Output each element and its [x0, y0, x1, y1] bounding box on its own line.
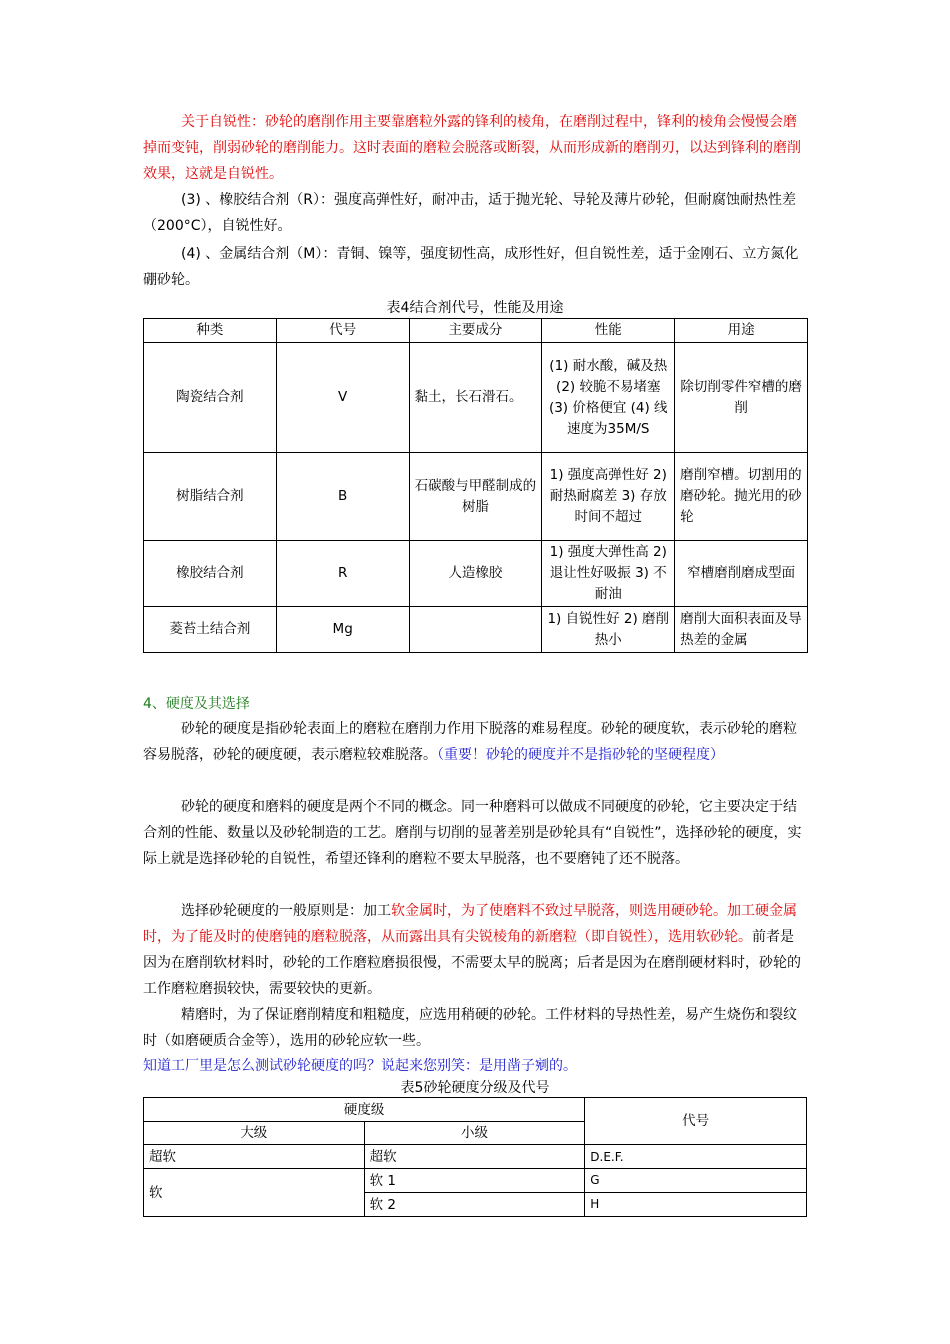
section4-title: 4、硬度及其选择 [143, 696, 250, 712]
table4-cell: 陶瓷结合剂 [144, 343, 277, 453]
table4-header-type: 种类 [144, 319, 277, 343]
para-hardness-definition [143, 716, 807, 768]
table5-cell: 软 [144, 1169, 365, 1217]
table5-header-minor: 小级 [364, 1122, 585, 1145]
table5-cell: 软 1 [364, 1169, 585, 1193]
principle-explanation: 前者是因为在磨削软材料时，砂轮的工作磨粒磨损很慢，不需要太早的脱离；后者是因为在磨削硬材料时，砂轮的工作磨粒磨损较快，需要较快的更新。 [143, 929, 801, 997]
table4-cell: V [276, 343, 409, 453]
table4-cell: 1) 强度高弹性好 2) 耐热耐腐差 3) 存放时间不超过 [542, 453, 675, 541]
principle-intro: 选择砂轮硬度的一般原则是：加工 [181, 903, 391, 919]
table4-cell [409, 607, 542, 653]
table5-cell: H [585, 1193, 807, 1217]
para-rubber-bond: (3) 、橡胶结合剂（R）：强度高弹性好，耐冲击，适于抛光轮、导轮及薄片砂轮，但耐腐蚀耐热性差（200°C），自锐性好。 [143, 192, 797, 234]
table4-cell: Mg [276, 607, 409, 653]
principle-highlight: 软金属时，为了使磨料不致过早脱落，则选用硬砂轮。加工硬金属时，为了能及时的使磨钝的磨粒脱落，从而露出具有尖锐棱角的新磨粒（即自锐性），选用软砂轮。 [143, 903, 797, 945]
table5-cell: 软 2 [364, 1193, 585, 1217]
para-hardness-concept: 砂轮的硬度和磨料的硬度是两个不同的概念。同一种磨料可以做成不同硬度的砂轮，它主要决定于结合剂的性能、数量以及砂轮制造的工艺。磨削与切削的显著差别是砂轮具有“自锐性”，选择砂轮的硬度，实际上就是选择砂轮的自锐性，希望还锋利的磨粒不要太早脱落，也不要磨钝了还不脱落。 [143, 799, 802, 867]
table4-header-composition: 主要成分 [409, 319, 542, 343]
table4-cell: 黏土，长石滑石。 [409, 343, 542, 453]
para-hardness-test: 知道工厂里是怎么测试砂轮硬度的吗？说起来您别笑：是用凿子剜的。 [143, 1058, 577, 1074]
para-self-sharpening: 关于自锐性：砂轮的磨削作用主要靠磨粒外露的锋利的棱角，在磨削过程中，锋利的棱角会慢慢会磨掉而变钝，削弱砂轮的磨削能力。这时表面的磨粒会脱落或断裂，从而形成新的磨削刃，以达到锋利的磨削效果，这就是自锐性。 [143, 114, 801, 182]
table4-cell: 窄槽磨削磨成型面 [675, 541, 808, 607]
table5-header-code: 代号 [585, 1098, 807, 1145]
table4-cell: 磨削大面积表面及导热差的金属 [675, 607, 808, 653]
table4 [143, 318, 808, 653]
table4-header-performance: 性能 [542, 319, 675, 343]
table4-cell: 石碳酸与甲醛制成的树脂 [409, 453, 542, 541]
table4-cell: 1) 自锐性好 2) 磨削热小 [542, 607, 675, 653]
table4-cell: 人造橡胶 [409, 541, 542, 607]
table5-cell: D.E.F. [585, 1145, 807, 1169]
table4-cell: 1) 强度大弹性高 2) 退让性好吸振 3) 不耐油 [542, 541, 675, 607]
table4-cell: R [276, 541, 409, 607]
table4-cell: B [276, 453, 409, 541]
hardness-note: （重要！砂轮的硬度并不是指砂轮的坚硬程度） [437, 747, 724, 763]
hardness-definition-text: 砂轮的硬度是指砂轮表面上的磨粒在磨削力作用下脱落的难易程度。砂轮的硬度软，表示砂轮的磨粒容易脱落，砂轮的硬度硬，表示磨粒较难脱落。 [143, 721, 797, 763]
table5-cell: 超软 [364, 1145, 585, 1169]
table4-cell: 树脂结合剂 [144, 453, 277, 541]
table4-cell: 除切削零件窄槽的磨削 [675, 343, 808, 453]
table4-caption: 表4结合剂代号，性能及用途 [386, 300, 564, 316]
para-fine-grinding: 精磨时，为了保证磨削精度和粗糙度，应选用稍硬的砂轮。工件材料的导热性差，易产生烧伤和裂纹时（如磨硬质合金等），选用的砂轮应软一些。 [143, 1007, 797, 1049]
para-selection-principle [143, 898, 807, 1002]
table4-cell: 菱苔土结合剂 [144, 607, 277, 653]
table4-header-usage: 用途 [675, 319, 808, 343]
table4-cell: (1) 耐水酸，碱及热 (2) 较脆不易堵塞 (3) 价格便宜 (4) 线速度为35M/S [542, 343, 675, 453]
table5-caption: 表5砂轮硬度分级及代号 [400, 1080, 550, 1096]
table4-header-code: 代号 [276, 319, 409, 343]
table5-cell: 超软 [144, 1145, 365, 1169]
table4-cell: 橡胶结合剂 [144, 541, 277, 607]
table5-cell: G [585, 1169, 807, 1193]
table5-header-major: 大级 [144, 1122, 365, 1145]
table5-header-hardness: 硬度级 [144, 1098, 585, 1122]
para-metal-bond: (4) 、金属结合剂（M）：青铜、镍等，强度韧性高，成形性好，但自锐性差，适于金刚石、立方氮化硼砂轮。 [143, 246, 799, 288]
table4-cell: 磨削窄槽。切割用的磨砂轮。抛光用的砂轮 [675, 453, 808, 541]
table5 [143, 1097, 807, 1217]
